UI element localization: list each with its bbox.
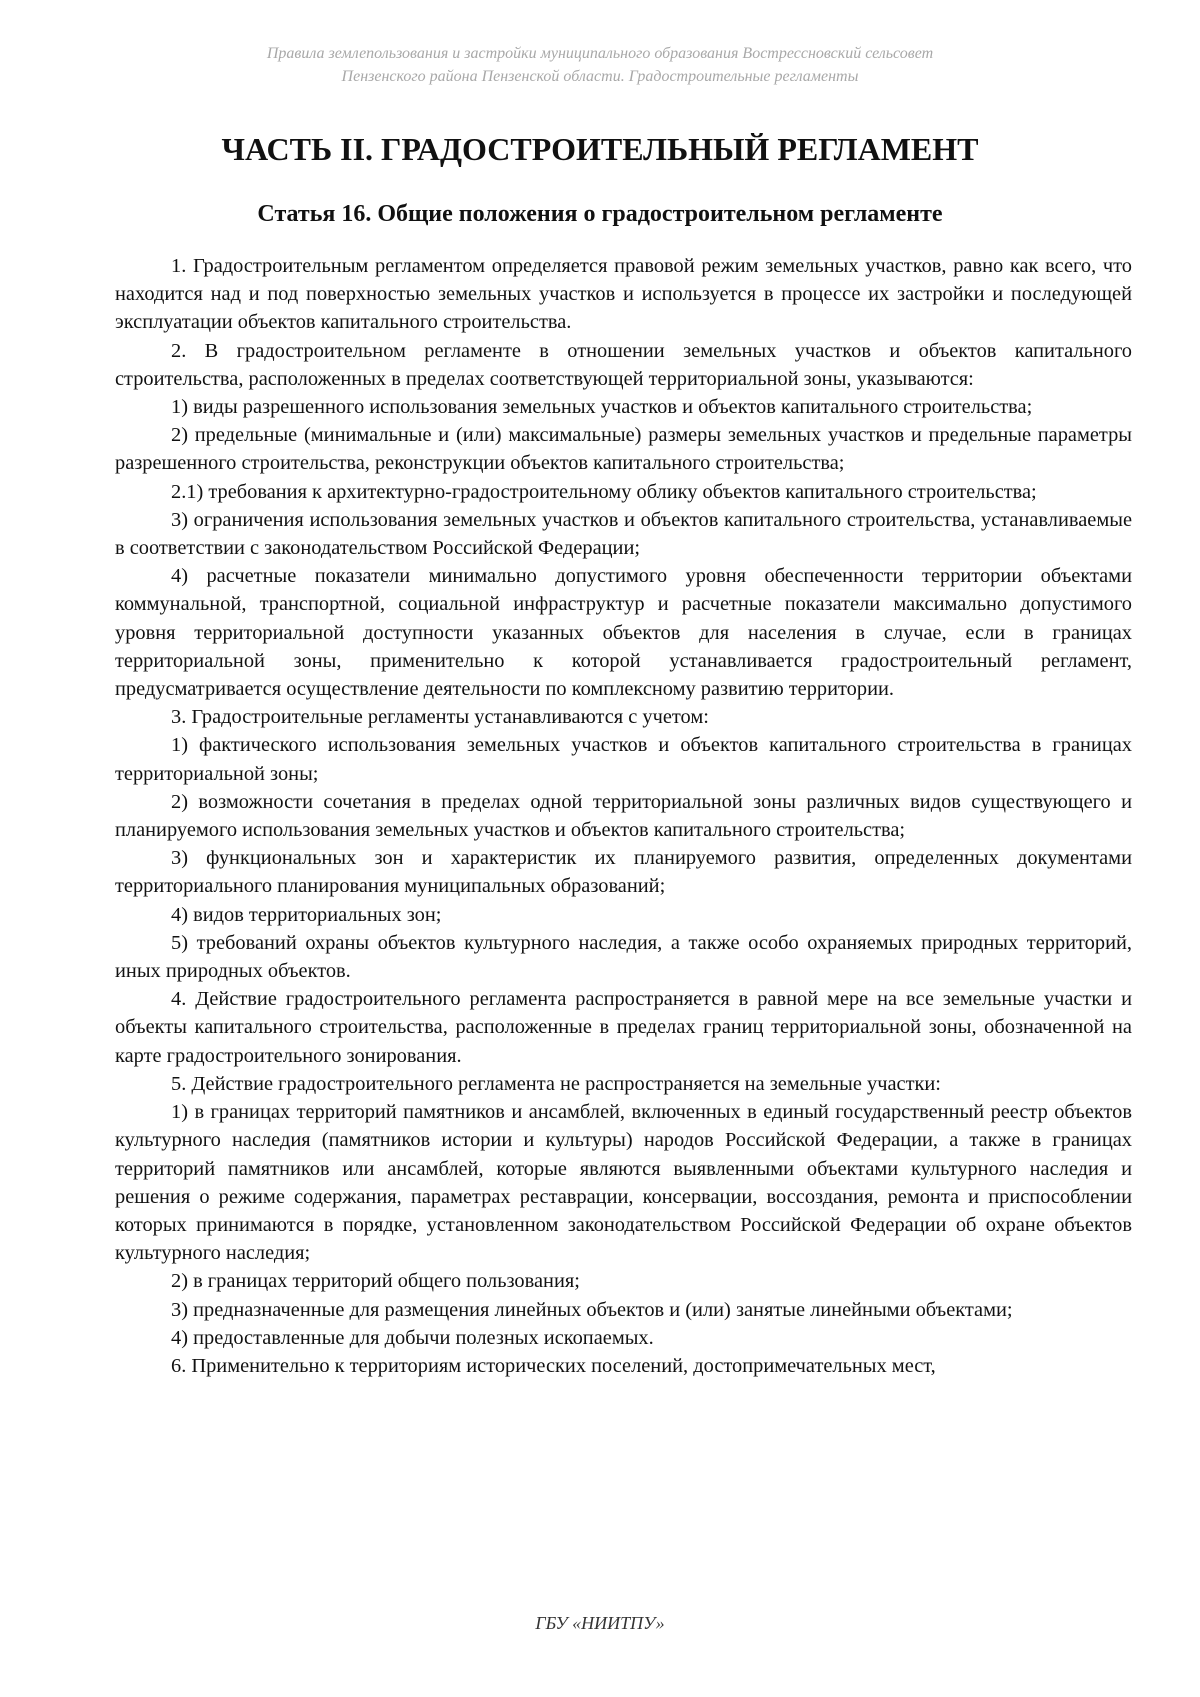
running-header-line-2: Пензенского района Пензенской области. Градостроительные регламенты	[341, 68, 859, 85]
article-body	[115, 252, 1132, 1380]
paragraph-3-item-5: 5) требований охраны объектов культурного наследия, а также особо охраняемых природных территорий, иных природных объектов.	[115, 931, 1132, 983]
paragraph-3-item-4: 4) видов территориальных зон;	[171, 903, 442, 926]
paragraph-4: 4. Действие градостроительного регламента распространяется в равной мере на все земельные участки и объекты капитального строительства, расположенные в пределах границ территориальной зоны, обозначенной на карте градостроительного зонирования.	[115, 988, 1132, 1067]
paragraph-1: 1. Градостроительным регламентом определяется правовой режим земельных участков, равно как всего, что находится над и под поверхностью земельных участков и используется в процессе их застройки и последующей эксплуатации объектов капитального строительства.	[115, 255, 1132, 334]
paragraph-5: 5. Действие градостроительного регламента не распространяется на земельные участки:	[171, 1072, 941, 1095]
paragraph-3-item-2: 2) возможности сочетания в пределах одной территориальной зоны различных видов существующего и планируемого использования земельных участков и объектов капитального строительства;	[115, 790, 1132, 842]
paragraph-2-item-3: 3) ограничения использования земельных участков и объектов капитального строительства, устанавливаемые в соответствии с законодательством Российской Федерации;	[115, 508, 1132, 560]
paragraph-3-item-3: 3) функциональных зон и характеристик их планируемого развития, определенных документами территориального планирования муниципальных образований;	[115, 847, 1132, 898]
paragraph-5-item-3: 3) предназначенные для размещения линейных объектов и (или) занятые линейными объектами;	[171, 1298, 1013, 1321]
paragraph-2-item-2: 2) предельные (минимальные и (или) максимальные) размеры земельных участков и предельные параметры разрешенного строительства, реконструкции объектов капитального строительства;	[115, 424, 1132, 475]
part-title: ЧАСТЬ II. ГРАДОСТРОИТЕЛЬНЫЙ РЕГЛАМЕНТ	[221, 131, 979, 167]
running-header-line-1: Правила землепользования и застройки муниципального образования Вострессновский сельсовет	[266, 45, 934, 62]
paragraph-6: 6. Применительно к территориям исторических поселений, достопримечательных мест,	[171, 1354, 936, 1377]
running-header	[0, 42, 1200, 88]
paragraph-2-item-2-1: 2.1) требования к архитектурно-градостроительному облику объектов капитального строительства;	[171, 480, 1037, 503]
paragraph-5-item-2: 2) в границах территорий общего пользования;	[171, 1270, 580, 1293]
paragraph-5-item-4: 4) предоставленные для добычи полезных ископаемых.	[171, 1326, 654, 1349]
paragraph-3-item-1: 1) фактического использования земельных участков и объектов капитального строительства в границах территориальной зоны;	[115, 734, 1132, 785]
paragraph-2-item-4: 4) расчетные показатели минимально допустимого уровня обеспеченности территории объектами коммунальной, транспортной, социальной инфраструктур и расчетные показатели максимально допустимого уровня территориальной доступности указанных объектов для населения в случае, если в границах территориальной зоны, применительно к которой устанавливается градостроительный регламент, предусматривается осуществление деятельности по комплексному развитию территории.	[115, 565, 1132, 701]
paragraph-5-item-1: 1) в границах территорий памятников и ансамблей, включенных в единый государственный реестр объектов культурного наследия (памятников истории и культуры) народов Российской Федерации, а также в границах территорий памятников или ансамблей, которые являются выявленными объектами культурного наследия и решения о режиме содержания, параметрах реставрации, консервации, воссоздания, ремонта и приспособлении которых принимаются в порядке, установленном законодательством Российской Федерации об охране объектов культурного наследия;	[115, 1101, 1132, 1265]
paragraph-2: 2. В градостроительном регламенте в отношении земельных участков и объектов капитального строительства, расположенных в пределах соответствующей территориальной зоны, указываются:	[115, 339, 1132, 390]
paragraph-2-item-1: 1) виды разрешенного использования земельных участков и объектов капитального строительства;	[171, 396, 1033, 419]
paragraph-3: 3. Градостроительные регламенты устанавливаются с учетом:	[171, 706, 709, 729]
running-footer: ГБУ «НИИТПУ»	[535, 1613, 665, 1633]
article-title: Статья 16. Общие положения о градостроительном регламенте	[257, 201, 943, 227]
